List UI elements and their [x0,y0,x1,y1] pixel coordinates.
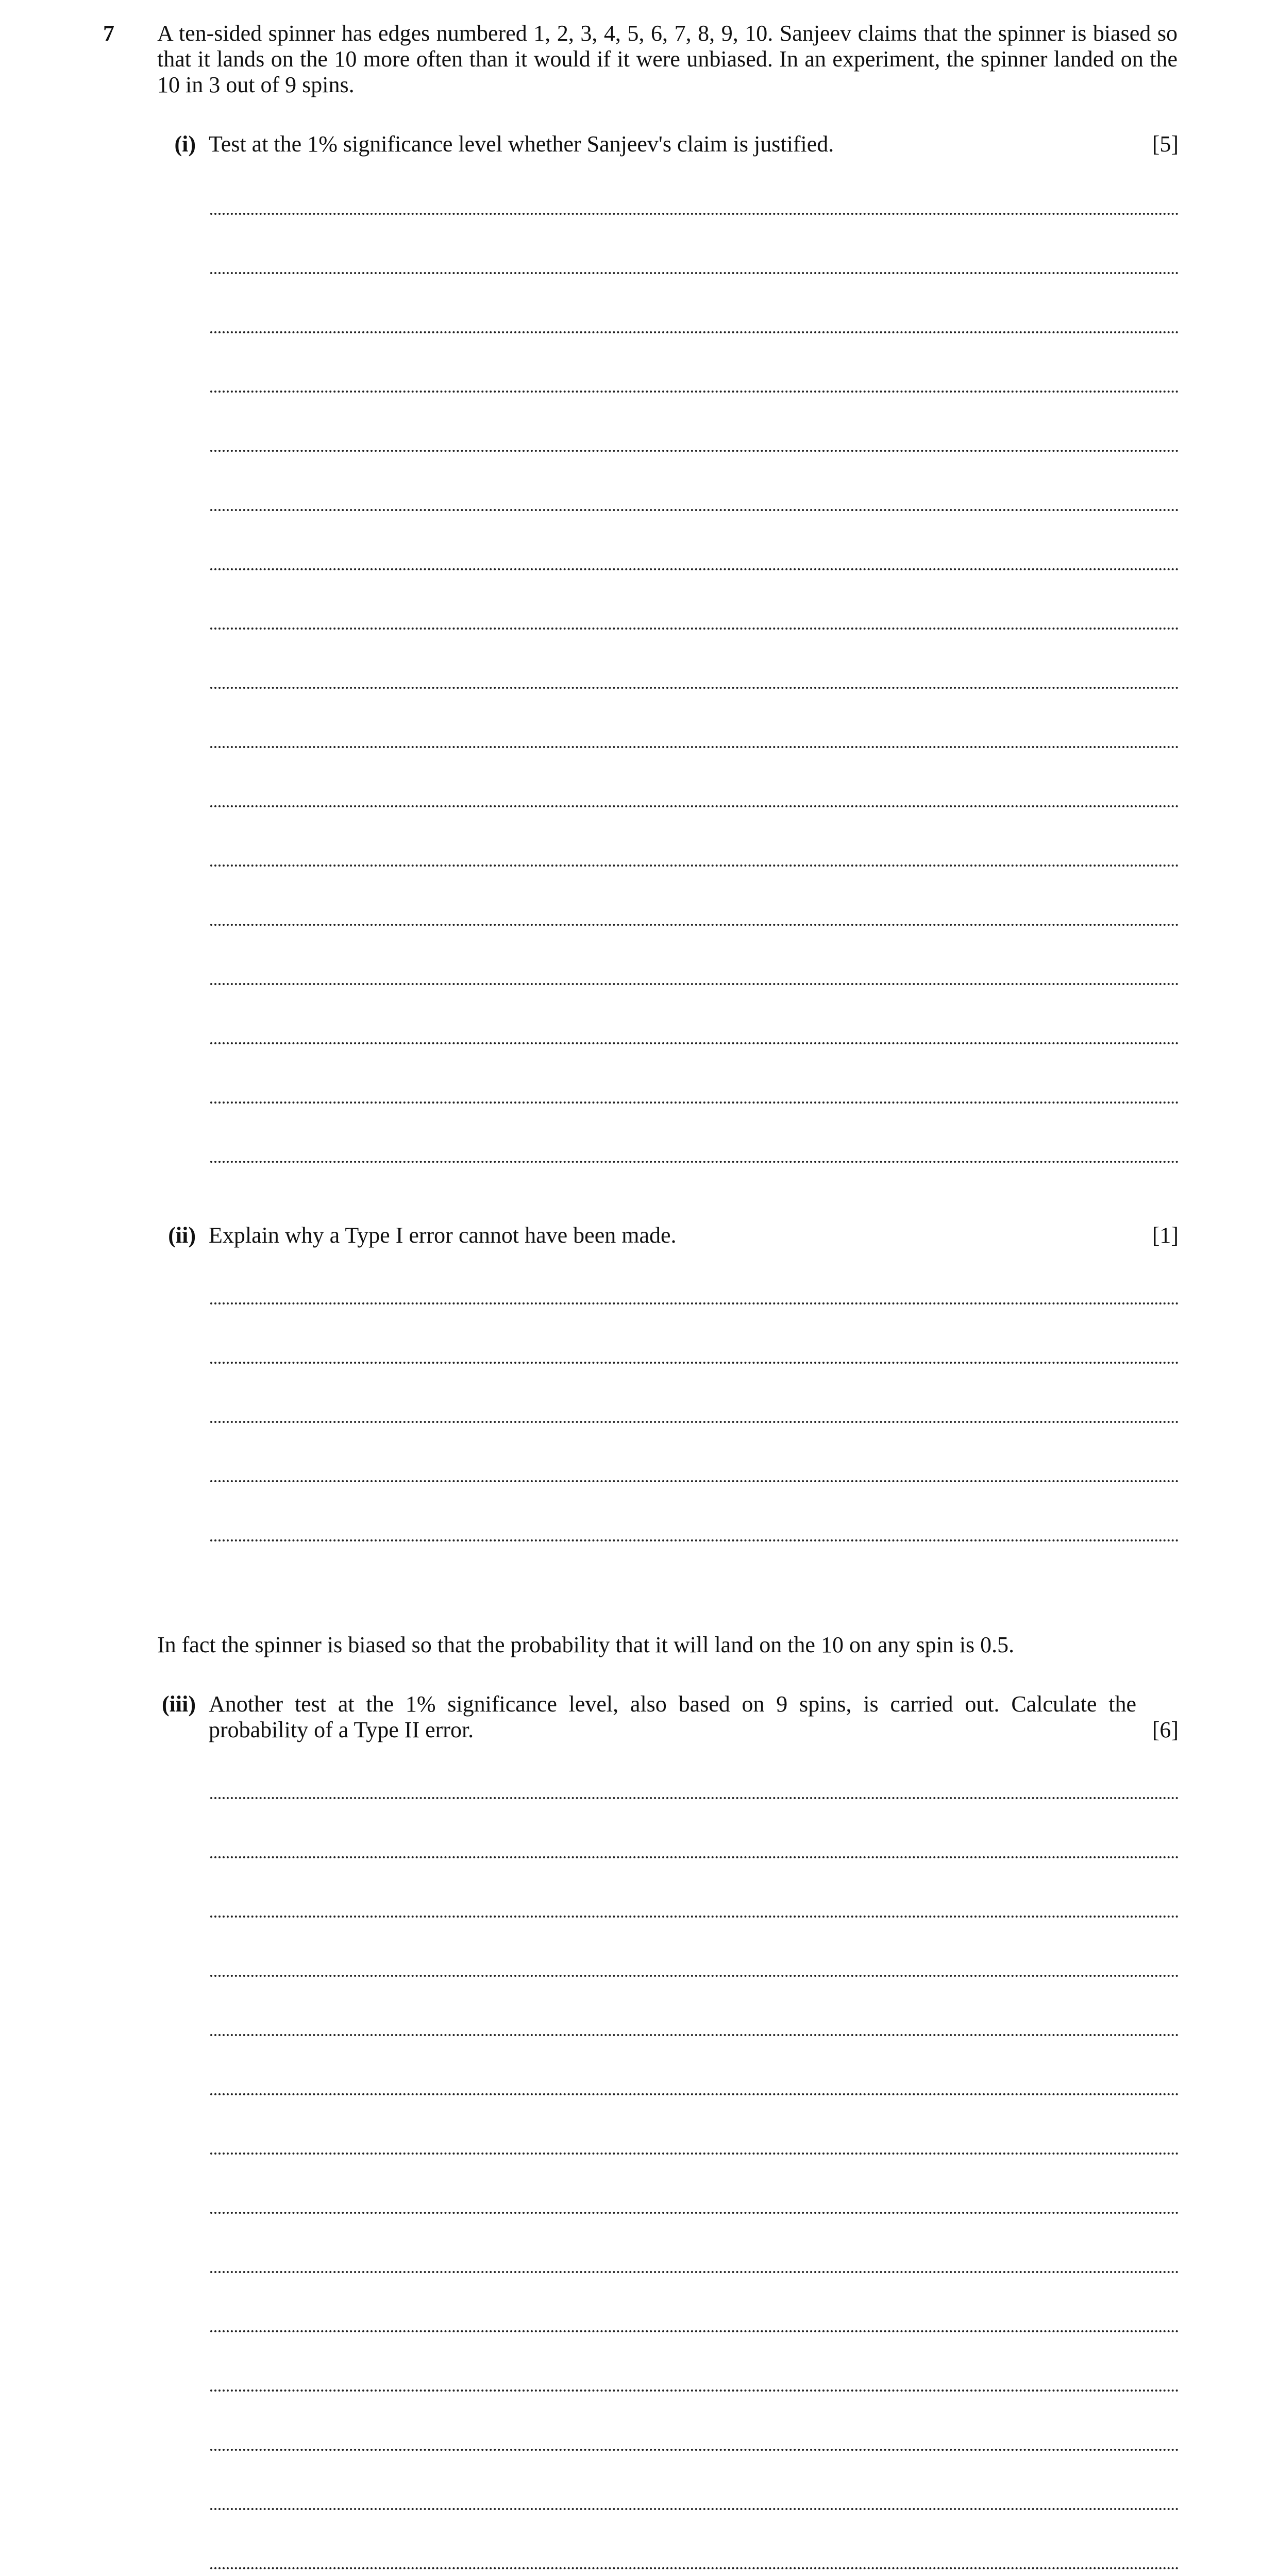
answer-line[interactable] [210,1916,1179,1918]
answer-line[interactable] [210,509,1179,511]
part-iii-text: Another test at the 1% significance level, also based on 9 spins, is carried out. Calculate the probability of a Type II error. [209,1691,1136,1742]
answer-line[interactable] [210,805,1179,807]
answer-line[interactable] [210,1302,1179,1304]
answer-line[interactable] [210,2567,1179,2569]
answer-line[interactable] [210,1856,1179,1858]
part-iii-label: (iii) [162,1691,196,1717]
answer-line[interactable] [210,1101,1179,1104]
part-ii-label: (ii) [168,1223,196,1248]
answer-line[interactable] [210,331,1179,333]
part-i-marks: [5] [1152,131,1179,157]
answer-line[interactable] [210,2449,1179,2451]
answer-line[interactable] [210,2389,1179,2392]
answer-line[interactable] [210,865,1179,867]
part-i-label: (i) [174,131,196,157]
answer-line[interactable] [210,450,1179,452]
question-stem: A ten-sided spinner has edges numbered 1, 2, 3, 4, 5, 6, 7, 8, 9, 10. Sanjeev claims that the spinner is biased so that it lands on the 10 more often than it would if it were unbiased. In an experiment, the spinner landed on the 10 in 3 out of 9 spins. [157,21,1178,97]
answer-line[interactable] [210,1042,1179,1044]
answer-line[interactable] [210,1480,1179,1482]
answer-line[interactable] [210,983,1179,985]
answer-line[interactable] [210,2271,1179,2273]
answer-line[interactable] [210,2508,1179,2510]
answer-line[interactable] [210,2212,1179,2214]
answer-line[interactable] [210,687,1179,689]
answer-line[interactable] [210,1161,1179,1163]
answer-line[interactable] [210,391,1179,393]
answer-line[interactable] [210,2330,1179,2332]
answer-line[interactable] [210,213,1179,215]
question-number: 7 [103,21,114,46]
part-ii-text: Explain why a Type I error cannot have been made. [209,1223,677,1248]
part-ii-marks: [1] [1152,1223,1179,1248]
answer-line[interactable] [210,1421,1179,1423]
part-i-text: Test at the 1% significance level whether Sanjeev's claim is justified. [209,131,834,157]
answer-line[interactable] [210,1797,1179,1799]
answer-line[interactable] [210,746,1179,748]
info-text: In fact the spinner is biased so that the probability that it will land on the 10 on any spin is 0.5. [157,1632,1015,1657]
answer-line[interactable] [210,924,1179,926]
answer-line[interactable] [210,1539,1179,1541]
answer-line[interactable] [210,2153,1179,2155]
answer-line[interactable] [210,2093,1179,2095]
answer-line[interactable] [210,1362,1179,1364]
answer-line[interactable] [210,628,1179,630]
part-iii-marks: [6] [1152,1717,1179,1742]
answer-line[interactable] [210,568,1179,570]
answer-line[interactable] [210,2034,1179,2036]
answer-line[interactable] [210,272,1179,274]
answer-line[interactable] [210,1975,1179,1977]
